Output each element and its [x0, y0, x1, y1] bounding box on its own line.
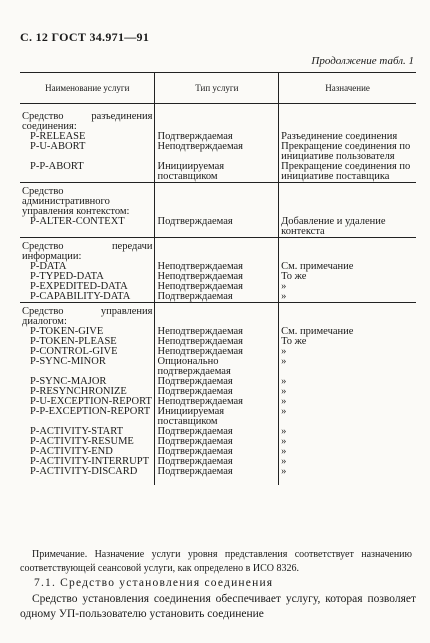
- service-type: Опционально подтверждаемая: [155, 357, 279, 377]
- group-title: Средство административного управления контекстом:: [22, 186, 130, 217]
- table-row: [20, 407, 416, 427]
- service-type: Подтверждаемая: [155, 447, 279, 457]
- group-title-row: [20, 242, 416, 262]
- service-name: P-DATA: [30, 261, 67, 272]
- service-type: Неподтверждаемая: [155, 337, 279, 347]
- section-title: 7.1. Средство установления соединения: [34, 577, 274, 589]
- table-row: [20, 292, 416, 303]
- service-purpose: То же: [279, 337, 416, 347]
- service-name: P-P-EXCEPTION-REPORT: [30, 406, 151, 417]
- service-name: P-TYPED-DATA: [30, 271, 104, 282]
- service-type: Инициируемая поставщиком: [155, 162, 279, 183]
- service-name: P-CAPABILITY-DATA: [30, 291, 131, 302]
- service-name: P-P-ABORT: [30, 161, 84, 172]
- service-type: Подтверждаемая: [155, 292, 279, 303]
- table-body: [20, 104, 416, 486]
- service-purpose: »: [279, 447, 416, 457]
- service-name: P-ACTIVITY-END: [30, 446, 113, 457]
- service-purpose: »: [279, 457, 416, 467]
- service-name: P-TOKEN-PLEASE: [30, 336, 117, 347]
- service-name: P-CONTROL-GIVE: [30, 346, 118, 357]
- service-type: Неподтверждаемая: [155, 282, 279, 292]
- service-purpose: »: [279, 377, 416, 387]
- service-purpose: »: [279, 427, 416, 437]
- service-purpose: »: [279, 292, 416, 303]
- service-type: Подтверждаемая: [155, 377, 279, 387]
- service-name: P-RELEASE: [30, 131, 86, 142]
- service-purpose: »: [279, 437, 416, 447]
- service-type: Подтверждаемая: [155, 132, 279, 142]
- service-purpose: Разъединение соединения: [279, 132, 416, 142]
- service-name: P-SYNC-MAJOR: [30, 376, 107, 387]
- table-row: [20, 467, 416, 477]
- group-title: Средство разъединения соединения:: [22, 111, 153, 132]
- service-type: Подтверждаемая: [155, 467, 279, 477]
- service-purpose: То же: [279, 272, 416, 282]
- table-row: [20, 217, 416, 238]
- page-header: С. 12 ГОСТ 34.971—91: [20, 30, 150, 44]
- service-name: P-U-ABORT: [30, 141, 86, 152]
- service-type: Неподтверждаемая: [155, 327, 279, 337]
- table-bottom-spacer: [20, 477, 416, 485]
- note-text: Примечание. Назначение услуги уровня представления соответствует назначению соответствующей сеансовой услуги, как определено в ИСО 8326.: [20, 549, 412, 574]
- table-row: [20, 142, 416, 162]
- service-purpose: »: [279, 357, 416, 377]
- header-purpose: Назначение: [279, 73, 416, 104]
- service-type: Инициируемая поставщиком: [155, 407, 279, 427]
- service-type: Неподтверждаемая: [155, 272, 279, 282]
- body-text: Средство установления соединения обеспечивает услугу, которая позволяет одному УП-пользователю установить соединение: [20, 593, 416, 620]
- service-type: Неподтверждаемая: [155, 347, 279, 357]
- service-type: Неподтверждаемая: [155, 142, 279, 162]
- table-row: [20, 357, 416, 377]
- service-purpose: »: [279, 407, 416, 427]
- service-purpose: Прекращение соединения по инициативе поставщика: [279, 162, 416, 183]
- service-purpose: См. примечание: [279, 327, 416, 337]
- table-row: [20, 162, 416, 183]
- service-name: P-RESYNCHRONIZE: [30, 386, 127, 397]
- group-title-row: [20, 112, 416, 132]
- body-paragraph: [20, 592, 416, 622]
- service-name: P-ACTIVITY-RESUME: [30, 436, 134, 447]
- service-type: Неподтверждаемая: [155, 262, 279, 272]
- service-purpose: »: [279, 467, 416, 477]
- service-type: Подтверждаемая: [155, 457, 279, 467]
- service-name: P-SYNC-MINOR: [30, 356, 106, 367]
- service-type: Неподтверждаемая: [155, 397, 279, 407]
- group-title: Средство управления диалогом:: [22, 306, 153, 327]
- service-type: Подтверждаемая: [155, 437, 279, 447]
- service-purpose: См. примечание: [279, 262, 416, 272]
- service-type: Подтверждаемая: [155, 217, 279, 238]
- header-service-name: Наименование услуги: [20, 73, 155, 104]
- service-name: P-U-EXCEPTION-REPORT: [30, 396, 152, 407]
- group-title-row: [20, 187, 416, 217]
- group-title: Средство передачи информации:: [22, 241, 153, 262]
- service-purpose: »: [279, 387, 416, 397]
- service-purpose: »: [279, 347, 416, 357]
- group-title-row: [20, 307, 416, 327]
- service-name: P-EXPEDITED-DATA: [30, 281, 128, 292]
- service-purpose: Добавление и удаление контекста: [279, 217, 416, 238]
- service-name: P-ACTIVITY-DISCARD: [30, 466, 138, 477]
- table-continuation-label: Продолжение табл. 1: [311, 55, 414, 67]
- services-table: [20, 72, 416, 485]
- table-note: [20, 548, 412, 576]
- table-header-row: [20, 73, 416, 104]
- service-type: Подтверждаемая: [155, 427, 279, 437]
- service-type: Подтверждаемая: [155, 387, 279, 397]
- service-name: P-ACTIVITY-INTERRUPT: [30, 456, 149, 467]
- service-purpose: »: [279, 397, 416, 407]
- service-purpose: »: [279, 282, 416, 292]
- service-name: P-ACTIVITY-START: [30, 426, 124, 437]
- service-name: P-TOKEN-GIVE: [30, 326, 104, 337]
- header-service-type: Тип услуги: [155, 73, 279, 104]
- service-purpose: Прекращение соединения по инициативе пользователя: [279, 142, 416, 162]
- service-name: P-ALTER-CONTEXT: [30, 216, 125, 227]
